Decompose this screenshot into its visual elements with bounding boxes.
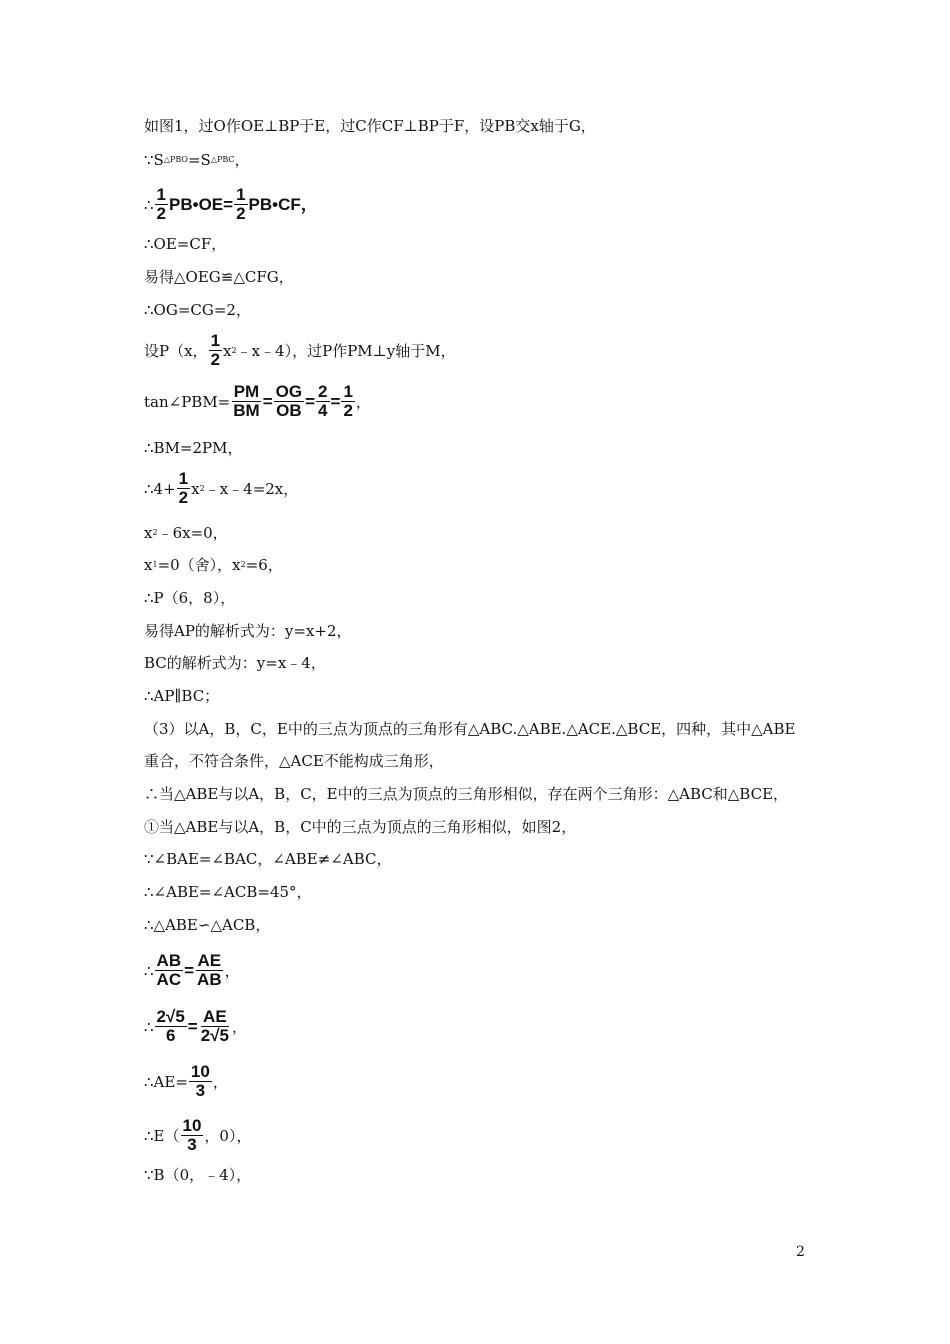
superscript: 2 bbox=[152, 528, 158, 537]
text: =6， bbox=[245, 556, 283, 574]
denominator: 3 bbox=[187, 1135, 197, 1154]
numerator: 2√5 bbox=[156, 1007, 185, 1026]
line-21 bbox=[144, 849, 392, 869]
subscript: △PBO bbox=[163, 155, 188, 164]
text: ∴OG=CG=2， bbox=[144, 301, 251, 319]
text: 易得AP的解析式为：y=x+2， bbox=[144, 622, 352, 640]
line-20 bbox=[144, 817, 576, 837]
line-1 bbox=[144, 116, 596, 136]
text: BC的解析式为：y=x﹣4， bbox=[144, 654, 326, 672]
fraction bbox=[274, 383, 304, 420]
text: ﹣x﹣4=2x， bbox=[204, 479, 299, 498]
text: PB•CF， bbox=[248, 194, 318, 214]
line-28 bbox=[144, 1165, 251, 1185]
text: x bbox=[223, 341, 232, 360]
numerator: PM bbox=[233, 382, 260, 401]
denominator: 3 bbox=[195, 1081, 206, 1100]
numerator: AE bbox=[203, 1007, 227, 1026]
text: ， bbox=[355, 392, 371, 411]
fraction bbox=[316, 383, 329, 420]
line-11 bbox=[144, 523, 228, 543]
denominator: 2√5 bbox=[200, 1026, 229, 1045]
text: x bbox=[144, 524, 153, 542]
line-16 bbox=[144, 686, 219, 706]
fraction bbox=[189, 1063, 212, 1100]
text: ∵∠BAE=∠BAC，∠ABE≠∠ABC， bbox=[144, 850, 392, 868]
denominator: 2 bbox=[236, 204, 246, 223]
superscript: 2 bbox=[231, 345, 237, 355]
text: ∵B（0，﹣4）， bbox=[144, 1166, 252, 1184]
line-2 bbox=[144, 150, 250, 170]
denominator: AC bbox=[156, 970, 182, 989]
equals: = bbox=[262, 391, 273, 411]
line-17 bbox=[144, 719, 796, 739]
denominator: 2 bbox=[210, 350, 221, 369]
fraction bbox=[181, 1117, 204, 1154]
equals: = bbox=[330, 391, 341, 411]
text: ∴ bbox=[144, 961, 154, 980]
numerator: 1 bbox=[156, 185, 167, 204]
line-13 bbox=[144, 588, 235, 608]
line-15 bbox=[144, 653, 326, 673]
numerator: 1 bbox=[178, 469, 189, 488]
denominator: 2 bbox=[156, 204, 167, 223]
text: ∴当△ABE与以A，B，C，E中的三点为顶点的三角形相似，存在两个三角形：△ABC和△BCE， bbox=[144, 785, 789, 803]
fraction bbox=[195, 952, 224, 989]
text: PB•OE= bbox=[169, 194, 234, 214]
numerator: 1 bbox=[236, 185, 246, 204]
denominator: 4 bbox=[318, 401, 328, 420]
text: ①当△ABE与以A，B，C中的三点为顶点的三角形相似，如图2， bbox=[144, 818, 577, 836]
numerator: AB bbox=[156, 951, 182, 970]
line-14 bbox=[144, 621, 352, 641]
line-22 bbox=[144, 882, 312, 902]
numerator: 10 bbox=[190, 1062, 210, 1081]
denominator: AB bbox=[197, 970, 222, 989]
line-8 bbox=[144, 383, 371, 420]
page-number: 2 bbox=[796, 1244, 805, 1260]
line-6 bbox=[144, 300, 251, 320]
equals: = bbox=[305, 391, 316, 411]
text: ∵S bbox=[144, 151, 164, 169]
text: ， bbox=[224, 961, 240, 980]
line-18 bbox=[144, 751, 444, 771]
numerator: AE bbox=[197, 951, 222, 970]
denominator: 6 bbox=[165, 1026, 176, 1045]
fraction bbox=[199, 1008, 231, 1045]
equals: = bbox=[187, 1016, 198, 1036]
text: =S bbox=[187, 151, 211, 169]
fraction bbox=[209, 332, 222, 369]
text: 设P（x， bbox=[144, 341, 208, 360]
numerator: 2 bbox=[318, 382, 328, 401]
text: ， bbox=[231, 1017, 247, 1036]
text: 重合，不符合条件，△ACE不能构成三角形， bbox=[144, 752, 444, 770]
text: ， bbox=[212, 1072, 228, 1091]
line-9 bbox=[144, 438, 243, 458]
text: ∴4+ bbox=[144, 479, 176, 498]
text: ∴ bbox=[144, 1017, 154, 1036]
fraction bbox=[155, 952, 184, 989]
line-23 bbox=[144, 915, 270, 935]
numerator: 1 bbox=[210, 331, 221, 350]
text: 易得△OEG≌△CFG， bbox=[144, 268, 294, 286]
text: ∴P（6，8）， bbox=[144, 589, 236, 607]
text: ∴E（ bbox=[144, 1126, 180, 1145]
fraction bbox=[341, 383, 354, 420]
denominator: 2 bbox=[178, 488, 189, 507]
subscript: 1 bbox=[152, 560, 158, 569]
subscript: 2 bbox=[240, 560, 246, 569]
equals: = bbox=[184, 960, 195, 980]
text: ， bbox=[234, 151, 250, 169]
line-26 bbox=[144, 1063, 228, 1100]
text: ∴∠ABE=∠ACB=45°， bbox=[144, 883, 312, 901]
fraction bbox=[155, 186, 168, 223]
denominator: BM bbox=[233, 401, 260, 420]
text: x bbox=[144, 556, 153, 574]
text: ∴BM=2PM， bbox=[144, 439, 243, 457]
line-25 bbox=[144, 1008, 247, 1045]
text: 如图1，过O作OE⊥BP于E，过C作CF⊥BP于F，设PB交x轴于G， bbox=[144, 117, 596, 135]
numerator: OG bbox=[275, 382, 303, 401]
superscript: 2 bbox=[199, 483, 205, 493]
line-10 bbox=[144, 470, 298, 507]
fraction bbox=[234, 186, 247, 223]
text: ∴ bbox=[144, 195, 154, 214]
line-24 bbox=[144, 952, 240, 989]
line-4 bbox=[144, 234, 226, 254]
text: ﹣x﹣4），过P作PM⊥y轴于M， bbox=[236, 341, 456, 360]
text: =0（舍），x bbox=[157, 556, 241, 574]
numerator: 10 bbox=[182, 1116, 202, 1135]
numerator: 1 bbox=[343, 382, 353, 401]
fraction bbox=[177, 470, 190, 507]
line-19 bbox=[144, 784, 788, 804]
line-27 bbox=[144, 1117, 251, 1154]
text: ∴OE=CF， bbox=[144, 235, 227, 253]
text: ∴△ABE∽△ACB， bbox=[144, 916, 271, 934]
line-7 bbox=[144, 332, 456, 369]
subscript: △PBC bbox=[210, 155, 235, 164]
fraction bbox=[155, 1008, 187, 1045]
text: ，0）， bbox=[204, 1126, 252, 1145]
text: ∴AP∥BC； bbox=[144, 687, 220, 705]
text: ﹣6x=0， bbox=[157, 524, 228, 542]
line-5 bbox=[144, 267, 294, 287]
fraction bbox=[231, 383, 261, 420]
denominator: OB bbox=[276, 401, 302, 420]
text: tan∠PBM= bbox=[144, 392, 231, 411]
text: （3）以A，B，C，E中的三点为顶点的三角形有△ABC.△ABE.△ACE.△BCE，四种，其中△ABE bbox=[144, 720, 796, 738]
text: ∴AE= bbox=[144, 1072, 188, 1091]
line-3 bbox=[144, 186, 318, 223]
line-12 bbox=[144, 555, 283, 575]
denominator: 2 bbox=[343, 401, 353, 420]
text: x bbox=[191, 479, 200, 498]
